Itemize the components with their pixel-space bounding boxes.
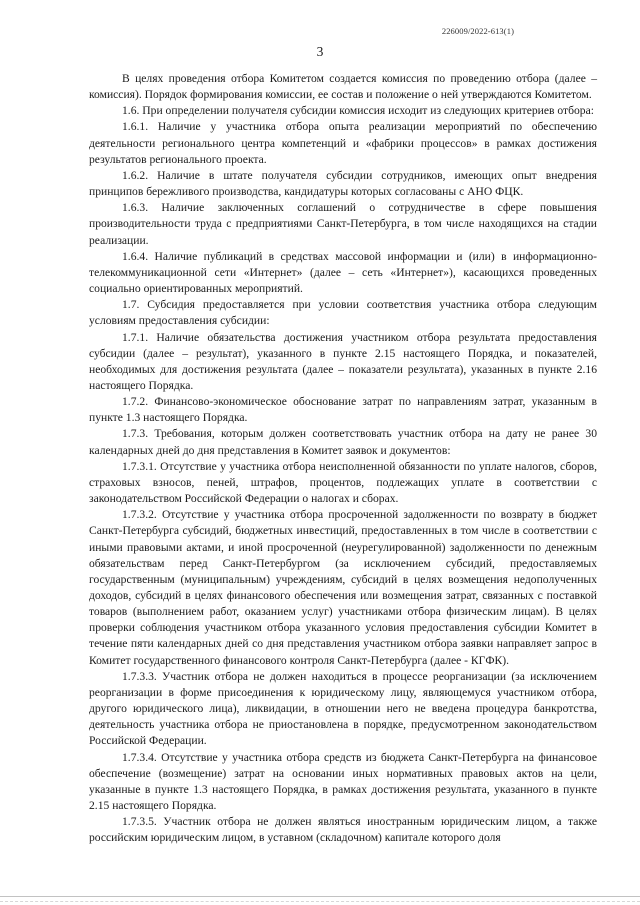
paragraph-1-6-2: 1.6.2. Наличие в штате получателя субсидии сотрудников, имеющих опыт внедрения принципов бережливого производства, кандидатуры которых согласованы с АНО ФЦК.: [89, 168, 597, 199]
paragraph-1-7: 1.7. Субсидия предоставляется при условии соответствия участника отбора следующим условиям предоставления субсидии:: [89, 298, 597, 328]
document-registration-number: 226009/2022-613(1): [441, 26, 514, 36]
paragraph-1-7-2: 1.7.2. Финансово-экономическое обоснование затрат по направлениям затрат, указанным в пункте 1.3 настоящего Порядка.: [89, 395, 597, 425]
scan-bottom-edge: [0, 896, 640, 902]
paragraph-1-6: 1.6. При определении получателя субсидии комиссия исходит из следующих критериев отбора:: [122, 104, 594, 118]
paragraph-1-7-3-5: 1.7.3.5. Участник отбора не должен являться иностранным юридическим лицом, а также российским юридическим лицом, в уставном (складочном) капитале которого доля: [89, 815, 597, 845]
paragraph-1-7-3-2: 1.7.3.2. Отсутствие у участника отбора просроченной задолженности по возврату в бюджет Санкт-Петербурга субсидий, бюджетных инвестиций, предоставленных в том числе в соответствии с иными правовыми актами, и иной просроченной (неурегулированной) задолженности по денежным обязательствам перед Санкт-Петербургом (за исключением субсидий, предоставляемых государственным (муниципальным) учреждениям, субсидий в целях возмещения недополученных доходов, субсидий в целях финансового обеспечения или возмещения затрат, связанных с поставкой товаров (выполнением работ, оказанием услуг) участниками отбора физическим лицам). В целях проверки соблюдения участником отбора указанного условия предоставления субсидии Комитет в течение пяти календарных дней со дня представления участником отбора заявки направляет запрос в Комитет государственного финансового контроля Санкт-Петербурга (далее - КГФК).: [89, 508, 597, 667]
paragraph-1-7-3-3: 1.7.3.3. Участник отбора не должен находиться в процессе реорганизации (за исключением реорганизации в форме присоединения к юридическому лицу, являющемуся участником отбора, другого юридического лица), ликвидации, в отношении него не введена процедура банкротства, деятельность участника отбора не приостановлена в порядке, предусмотренном законодательством Российской Федерации.: [89, 669, 597, 748]
page-number: 3: [316, 44, 324, 59]
paragraph-1-6-1: 1.6.1. Наличие у участника отбора опыта реализации мероприятий по обеспечению деятельности регионального центра компетенций и «фабрики процессов» в рамках достижения результатов регионального проекта.: [89, 120, 597, 166]
paragraph-1-6-3: 1.6.3. Наличие заключенных соглашений о сотрудничестве в сфере повышения производительности труда с предприятиями Санкт-Петербурга, в том числе находящихся на стадии реализации.: [89, 201, 597, 247]
paragraph-1-7-3-4: 1.7.3.4. Отсутствие у участника отбора средств из бюджета Санкт-Петербурга на финансовое обеспечение (возмещение) затрат на основании иных нормативных правовых актов на цели, указанные в пункте 1.3 настоящего Порядка, в рамках достижения результата, указанного в пункте 2.15 настоящего Порядка.: [89, 750, 597, 813]
paragraph-1-6-4: 1.6.4. Наличие публикаций в средствах массовой информации и (или) в информационно-телекоммуникационной сети «Интернет» (далее – сеть «Интернет»), касающихся проведенных социально ориентированных мероприятий.: [89, 249, 597, 296]
paragraph-commission: В целях проведения отбора Комитетом создается комиссия по проведению отбора (далее – комиссия). Порядок формирования комиссии, ее состав и положение о ней утверждаются Комитетом.: [89, 72, 597, 102]
paragraph-1-7-3: 1.7.3. Требования, которым должен соответствовать участник отбора на дату не ранее 30 календарных дней до дня представления в Комитет заявок и документов:: [89, 427, 597, 457]
paragraph-1-7-3-1: 1.7.3.1. Отсутствие у участника отбора неисполненной обязанности по уплате налогов, сборов, страховых взносов, пеней, штрафов, процентов, подлежащих уплате в соответствии с законодательством Российской Федерации о налогах и сборах.: [89, 459, 597, 506]
document-body: [89, 71, 597, 847]
paragraph-1-7-1: 1.7.1. Наличие обязательства достижения участником отбора результата предоставления субсидии (далее – результат), указанного в пункте 2.15 настоящего Порядка, и показателей, необходимых для достижения результата (далее – показатели результата), указанных в пункте 2.16 настоящего Порядка.: [89, 330, 597, 392]
